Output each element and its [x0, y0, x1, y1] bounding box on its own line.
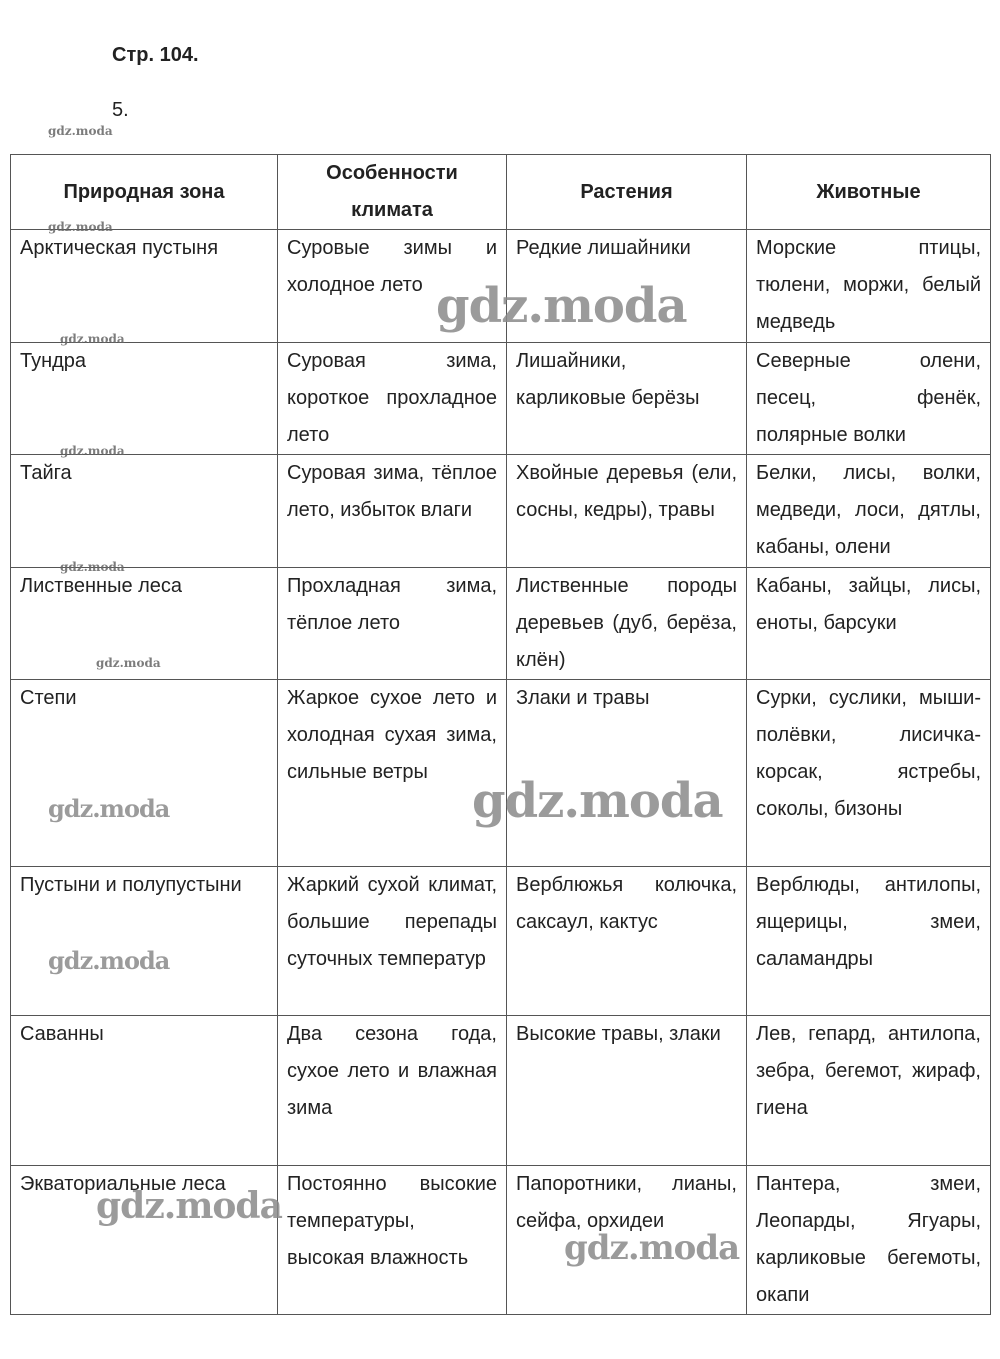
zone-cell: Тундра: [11, 343, 278, 455]
zone-cell: Тайга: [11, 455, 278, 568]
plants-cell: Редкие лишайники: [507, 230, 747, 343]
plants-cell: Лиственные породы деревьев (дуб, берёза, клён): [507, 568, 747, 680]
watermark: gdz.moda: [472, 773, 723, 829]
watermark: gdz.moda: [60, 332, 125, 346]
table-row: [11, 568, 991, 680]
plants-cell: Верблюжья колючка, саксаул, кактус: [507, 867, 747, 1016]
watermark: gdz.moda: [60, 560, 125, 574]
animals-cell: Пантера, змеи, Леопарды, Ягуары, карликовые бегемоты, окапи: [747, 1166, 991, 1315]
zone-cell: Степи: [11, 680, 278, 867]
climate-cell: Суровая зима, короткое прохладное лето: [278, 343, 507, 455]
table-row: [11, 867, 991, 1016]
watermark: gdz.moda: [96, 1185, 282, 1227]
animals-cell: Белки, лисы, волки, медведи, лоси, дятлы, кабаны, олени: [747, 455, 991, 568]
watermark: gdz.moda: [48, 794, 170, 823]
zone-cell: Арктическая пустыня: [11, 230, 278, 343]
animals-cell: Морские птицы, тюлени, моржи, белый медведь: [747, 230, 991, 343]
natural-zones-table: [10, 154, 991, 1315]
table-row: [11, 680, 991, 867]
table-row: [11, 455, 991, 568]
watermark: gdz.moda: [48, 220, 113, 234]
zone-cell: Экваториальные леса: [11, 1166, 278, 1315]
page-number: Стр. 104.: [112, 44, 199, 66]
watermark: gdz.moda: [564, 1228, 740, 1268]
climate-cell: Прохладная зима, тёплое лето: [278, 568, 507, 680]
header-zone: Природная зона: [11, 155, 278, 230]
climate-cell: Жаркое сухое лето и холодная сухая зима, сильные ветры: [278, 680, 507, 867]
zone-cell: Лиственные леса: [11, 568, 278, 680]
climate-cell: Суровая зима, тёплое лето, избыток влаги: [278, 455, 507, 568]
header-animals: Животные: [747, 155, 991, 230]
plants-cell: Лишайники, карликовые берёзы: [507, 343, 747, 455]
watermark: gdz.moda: [48, 946, 170, 975]
table-row: [11, 1016, 991, 1166]
header-climate: Особенности климата: [278, 155, 507, 230]
plants-cell: Высокие травы, злаки: [507, 1016, 747, 1166]
animals-cell: Лев, гепард, антилопа, зебра, бегемот, жираф, гиена: [747, 1016, 991, 1166]
plants-cell: Хвойные деревья (ели, сосны, кедры), травы: [507, 455, 747, 568]
plants-cell: Папоротники, лианы, сейфа, орхидеи: [507, 1166, 747, 1315]
climate-cell: Суровые зимы и холодное лето: [278, 230, 507, 343]
climate-cell: Два сезона года, сухое лето и влажная зима: [278, 1016, 507, 1166]
header-plants: Растения: [507, 155, 747, 230]
animals-cell: Сурки, суслики, мыши-полёвки, лисичка-корсак, ястребы, соколы, бизоны: [747, 680, 991, 867]
climate-cell: Постоянно высокие температуры, высокая влажность: [278, 1166, 507, 1315]
plants-cell: Злаки и травы: [507, 680, 747, 867]
watermark: gdz.moda: [48, 124, 113, 138]
watermark: gdz.moda: [436, 278, 687, 334]
task-number: 5.: [112, 99, 129, 121]
table-header-row: [11, 155, 991, 230]
table-row: [11, 230, 991, 343]
table-row: [11, 343, 991, 455]
watermark: gdz.moda: [60, 444, 125, 458]
watermark: gdz.moda: [96, 656, 161, 670]
table-row: [11, 1166, 991, 1315]
animals-cell: Кабаны, зайцы, лисы, еноты, барсуки: [747, 568, 991, 680]
zone-cell: Саванны: [11, 1016, 278, 1166]
animals-cell: Верблюды, антилопы, ящерицы, змеи, саламандры: [747, 867, 991, 1016]
animals-cell: Северные олени, песец, фенёк, полярные волки: [747, 343, 991, 455]
zone-cell: Пустыни и полупустыни: [11, 867, 278, 1016]
climate-cell: Жаркий сухой климат, большие перепады суточных температур: [278, 867, 507, 1016]
